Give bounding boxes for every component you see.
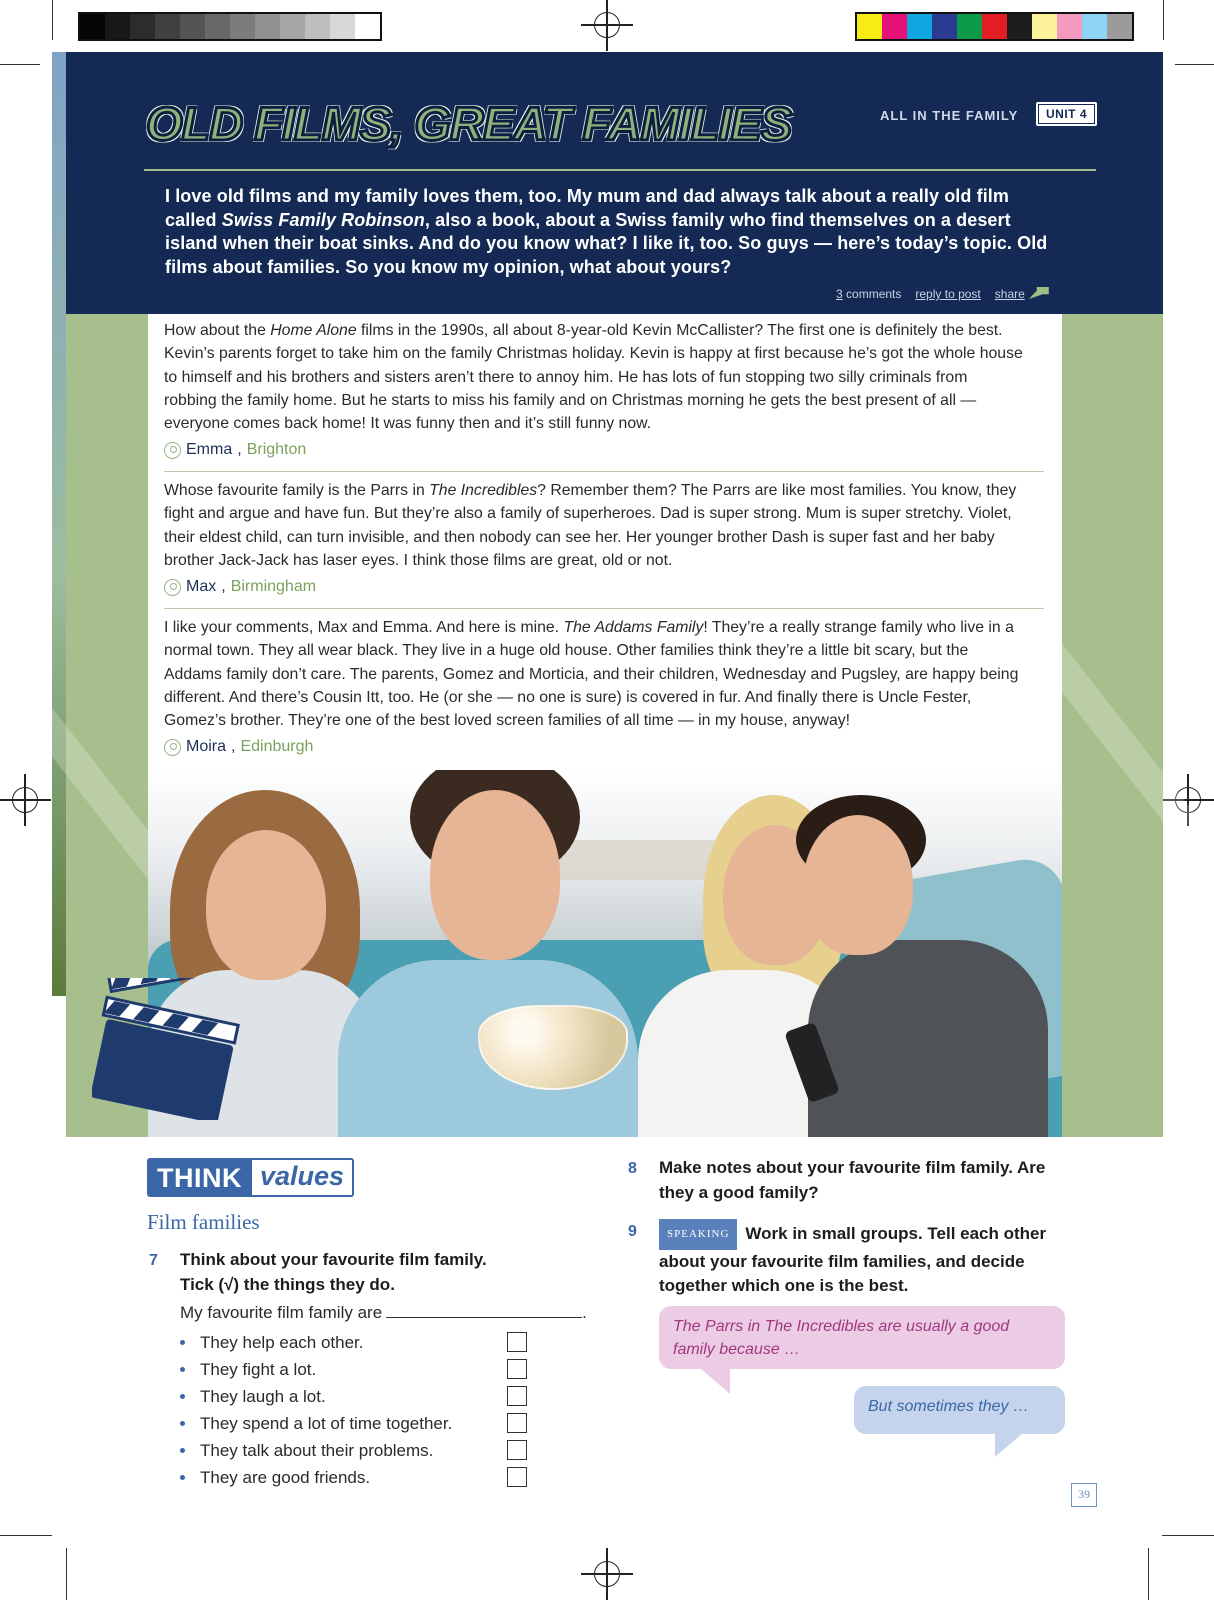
comment-text: How about the Home Alone films in the 1990s, all about 8-year-old Kevin McCallister? The first one is definitely the best. Kevin’s parents forget to take him on the family Christmas holiday. Kevin is happy at first because he’s got the whole house to himself and his brothers and sisters aren’t there to annoy him. He has lots of fun stopping two silly criminals from robbing the family home. But he starts to miss his family and on Christmas morning he gets the best present of all — everyone comes back home! It was funny then and it’s still funny now. xyxy=(164,322,1023,433)
checkbox[interactable] xyxy=(507,1440,527,1460)
checkbox[interactable] xyxy=(507,1359,527,1379)
user-icon xyxy=(164,442,181,459)
unit-badge: UNIT 4 xyxy=(1036,102,1097,126)
film-title: Swiss Family Robinson xyxy=(221,209,425,230)
grayscale-calibration-bar xyxy=(78,12,382,41)
checklist-item: They spend a lot of time together. xyxy=(180,1410,530,1437)
task-instruction: Think about your favourite film family. Tick (√) the things they do. xyxy=(180,1250,487,1294)
comments-link[interactable]: 3 comments xyxy=(836,287,902,301)
registration-mark-left xyxy=(12,787,38,813)
task-number: 7 xyxy=(149,1252,158,1269)
checklist-item: They are good friends. xyxy=(180,1464,530,1491)
task-instruction: SPEAKING Work in small groups. Tell each other about your favourite film families, and decide together which one is the best. xyxy=(659,1219,1069,1299)
section-label: ALL IN THE FAMILY xyxy=(880,108,1019,123)
fill-in-sentence: My favourite film family are . xyxy=(180,1303,587,1322)
checkbox[interactable] xyxy=(507,1467,527,1487)
share-arrow-icon xyxy=(1029,287,1049,299)
user-icon xyxy=(164,579,181,596)
speaking-tag: SPEAKING xyxy=(659,1219,737,1250)
user-icon xyxy=(164,739,181,756)
comment-text: Whose favourite family is the Parrs in The Incredibles? Remember them? The Parrs are like most families. You know, they fight and argue and have fun. But they’re also a family of superheroes. Dad is super strong. Mum is super stretchy. Violet, their eldest child, can turn invisible, and then nobody can see her. Her younger brother Dash is super fast and her baby brother Jack-Jack has laser eyes. I think those films are great, old or not. xyxy=(164,482,1017,569)
page-title: OLD FILMS, GREAT FAMILIES xyxy=(146,97,792,150)
section-heading: Film families xyxy=(147,1210,260,1234)
crop-mark xyxy=(1162,1535,1214,1536)
comment-author: Moira , Edinburgh xyxy=(164,738,313,756)
crop-mark xyxy=(52,0,53,40)
comment-author: Max , Birmingham xyxy=(164,578,316,596)
checkbox[interactable] xyxy=(507,1332,527,1352)
checklist-item: They fight a lot. xyxy=(180,1356,530,1383)
speech-bubble-tail xyxy=(700,1368,730,1394)
page-number: 39 xyxy=(1071,1483,1097,1507)
task-number: 8 xyxy=(628,1160,637,1177)
answer-blank[interactable] xyxy=(386,1317,582,1318)
checklist-item: They help each other. xyxy=(180,1329,530,1356)
checklist xyxy=(180,1329,530,1491)
blog-header xyxy=(66,52,1163,314)
share-link[interactable]: share xyxy=(995,287,1049,301)
registration-mark-top xyxy=(594,12,620,38)
task-number: 9 xyxy=(628,1223,637,1240)
crop-mark xyxy=(1148,1548,1149,1600)
checklist-item: They laugh a lot. xyxy=(180,1383,530,1410)
crop-mark xyxy=(66,1548,67,1600)
speech-bubble-example: The Parrs in The Incredibles are usually a good family because … xyxy=(659,1306,1065,1369)
family-watching-film-photo xyxy=(148,770,1062,1137)
crop-mark xyxy=(0,64,40,65)
header-rule xyxy=(144,169,1096,171)
registration-mark-bottom xyxy=(594,1561,620,1587)
comment-divider xyxy=(164,471,1044,472)
crop-mark xyxy=(0,1535,52,1536)
comment-text: I like your comments, Max and Emma. And here is mine. The Addams Family! They’re a really strange family who live in a normal town. They all wear black. They live in a huge old house. Other families think they’re a little bit scary, but the Addams family don’t care. The parents, Gomez and Morticia, and their children, Wednesday and Pugsley, are happy being different. And there’s Cousin Itt, too. He (or she — no one is sure) is covered in fur. And finally there is Uncle Fester, Gomez’s brother. They’re one of the best loved screen families of all time — in my house, anyway! xyxy=(164,619,1019,730)
task-instruction: Make notes about your favourite film family. Are they a good family? xyxy=(659,1158,1046,1202)
clapperboard-icon xyxy=(92,978,252,1120)
speech-bubble-example: But sometimes they … xyxy=(854,1386,1065,1434)
checkbox[interactable] xyxy=(507,1413,527,1433)
checkbox[interactable] xyxy=(507,1386,527,1406)
color-calibration-bar xyxy=(855,12,1134,41)
reply-to-post-link[interactable]: reply to post xyxy=(915,287,981,301)
crop-mark xyxy=(1163,0,1164,40)
page-edge-photo-strip xyxy=(52,52,66,996)
checklist-item: They talk about their problems. xyxy=(180,1437,530,1464)
comment-author: Emma , Brighton xyxy=(164,441,306,459)
blog-intro-post: I love old films and my family loves them, too. My mum and dad always talk about a really old film called Swiss Family Robinson, also a book, about a Swiss family who find themselves on a desert island when their boat sinks. And do you know what? I like it, too. So guys — here’s today’s topic. Old films about families. So you know my opinion, what about yours? xyxy=(165,186,1048,277)
crop-mark xyxy=(1175,64,1214,65)
comment-divider xyxy=(164,608,1044,609)
think-values-badge: THINK values xyxy=(147,1158,354,1197)
speech-bubble-tail xyxy=(995,1433,1023,1457)
post-actions xyxy=(836,287,1049,301)
